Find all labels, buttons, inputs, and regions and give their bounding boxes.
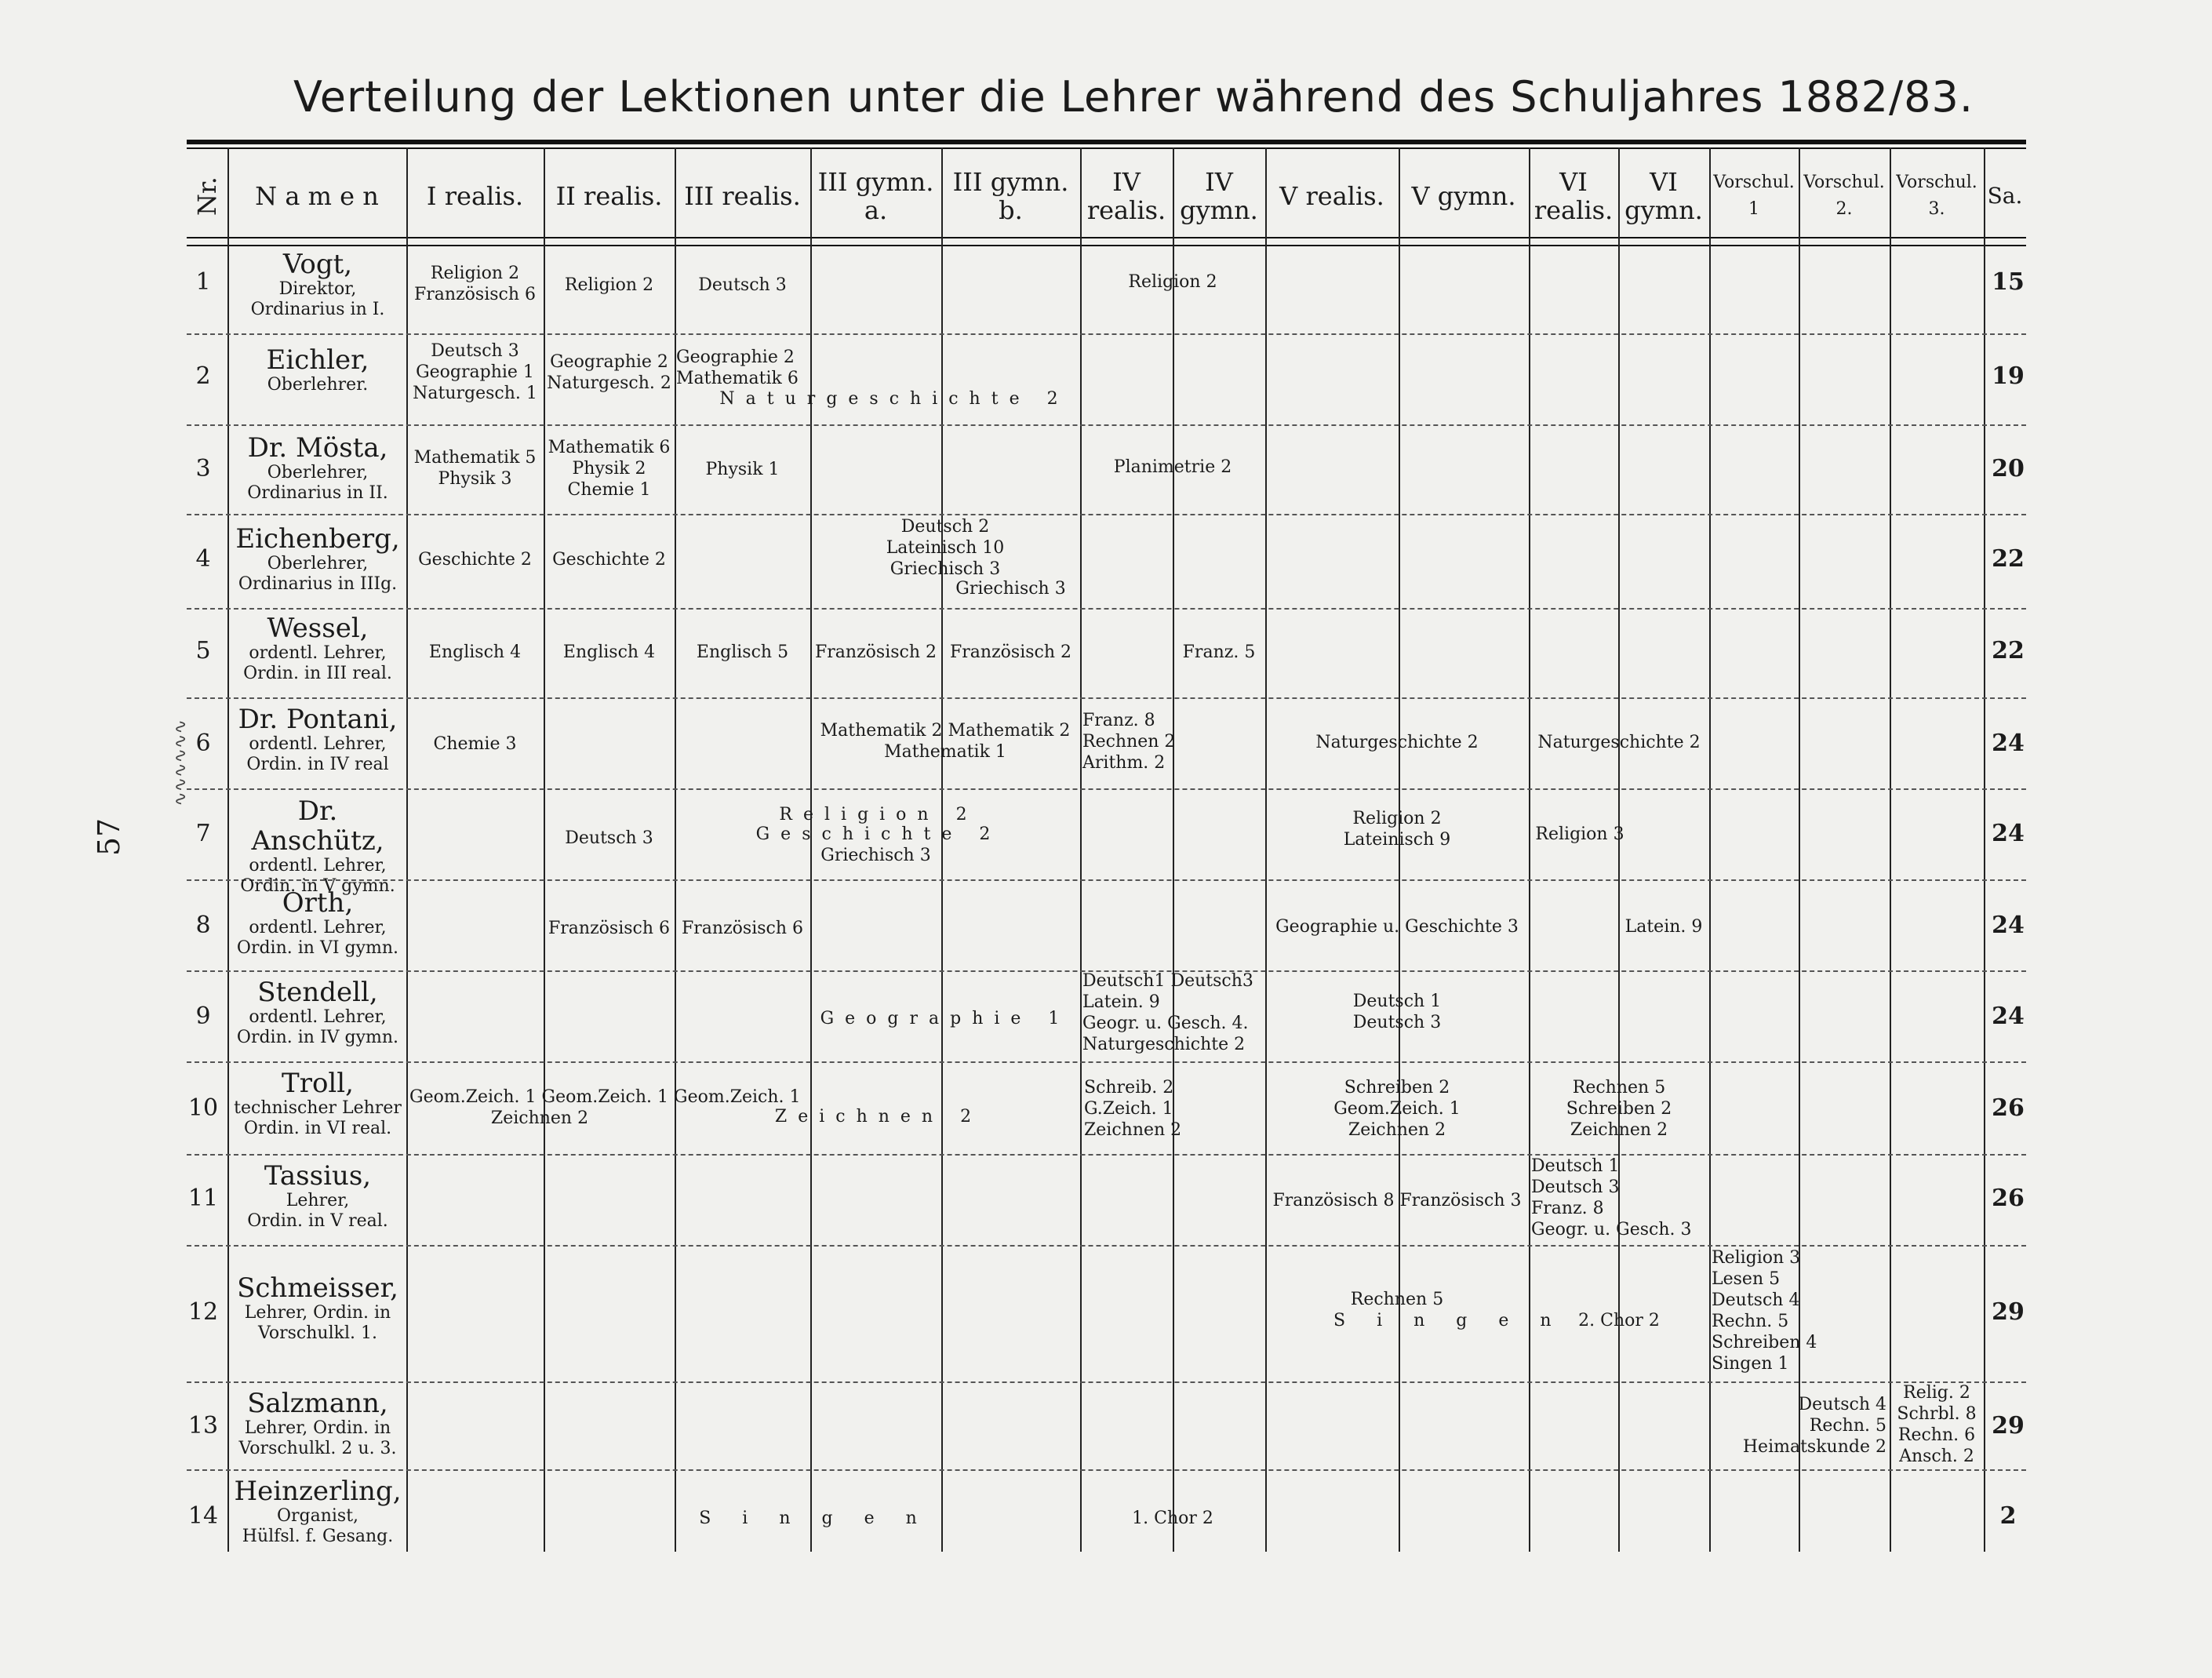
lesson-cell: Franz. 5	[1182, 642, 1256, 662]
lesson-cell: Französisch 2	[950, 642, 1071, 662]
teacher-name: Vogt,	[282, 249, 353, 280]
teacher-name: Orth,	[282, 887, 354, 919]
row-total: 2	[1999, 1502, 2017, 1530]
header-rule-2	[187, 245, 2026, 246]
header-rule	[187, 237, 2026, 238]
col-line	[1890, 147, 1891, 1552]
teacher-name: Dr. Mösta,	[247, 432, 388, 464]
teacher-role: Lehrer, Ordin. in Vorschulkl. 1.	[244, 1303, 391, 1343]
row-total: 29	[1992, 1298, 2025, 1326]
teacher-name-cell	[227, 345, 408, 395]
lesson-cell: Deutsch 2 Lateinisch 10 Griechisch 3	[886, 517, 1005, 579]
lesson-cell: Englisch 4	[562, 642, 656, 662]
lesson-cell: 2. Chor 2	[1578, 1311, 1660, 1330]
header-namen: N a m e n	[255, 181, 379, 211]
teacher-role: technischer Lehrer Ordin. in VI real.	[234, 1098, 402, 1138]
lesson-cell: Englisch 5	[696, 642, 789, 662]
row-total: 19	[1992, 362, 2025, 390]
teacher-name: Schmeisser,	[237, 1272, 398, 1304]
lesson-cell: Geschichte 2	[418, 550, 532, 570]
teacher-name: Wessel,	[267, 613, 369, 644]
header-iv-gymn: IV gymn.	[1180, 167, 1258, 225]
row-divider	[187, 424, 2026, 426]
row-number: 14	[187, 1502, 219, 1530]
row-total: 26	[1992, 1094, 2025, 1122]
header-iii-realis: III realis.	[684, 181, 801, 211]
header-i-realis: I realis.	[426, 181, 524, 211]
row-total: 24	[1992, 912, 2025, 939]
row-divider	[187, 879, 2026, 881]
header-iv-realis: IV realis.	[1086, 167, 1166, 225]
col-line	[1529, 147, 1530, 1552]
row-number: 13	[187, 1412, 219, 1440]
row-total: 24	[1992, 1003, 2025, 1030]
lesson-cell: Religion 3	[1535, 824, 1624, 844]
row-divider	[187, 1061, 2026, 1063]
col-line	[1709, 147, 1711, 1552]
teacher-name: Troll,	[282, 1068, 354, 1099]
teacher-name-cell	[227, 524, 408, 595]
lesson-cell: Englisch 4	[428, 642, 522, 662]
header-vi-realis: VI realis.	[1533, 167, 1614, 225]
teacher-name-cell	[227, 796, 408, 897]
lesson-cell: Latein. 9	[1624, 917, 1703, 937]
col-line	[1618, 147, 1620, 1552]
row-number: 2	[195, 362, 211, 390]
row-total: 22	[1992, 637, 2025, 664]
row-divider	[187, 1245, 2026, 1247]
lesson-cell: Deutsch 1 Deutsch 3 Franz. 8 Geogr. u. Gesch. 3	[1531, 1156, 1692, 1239]
row-divider	[187, 1469, 2026, 1471]
row-total: 24	[1992, 820, 2025, 847]
row-total: 22	[1992, 545, 2025, 573]
row-divider	[187, 1154, 2026, 1156]
teacher-name: Heinzerling,	[234, 1476, 402, 1507]
teacher-role: Direktor, Ordinarius in I.	[250, 279, 385, 319]
header-nr: Nr.	[192, 177, 222, 216]
lesson-cell: Geschichte 2	[552, 550, 666, 570]
teacher-name-cell	[227, 704, 408, 775]
lesson-cell: 1. Chor 2	[1132, 1509, 1213, 1528]
row-number: 9	[195, 1003, 211, 1030]
lesson-cell: Planimetrie 2	[1113, 457, 1232, 477]
lesson-cell: Deutsch 3	[698, 275, 787, 295]
top-rule-thin	[187, 147, 2026, 149]
header-vorschul-1: Vorschul. 1	[1713, 173, 1795, 219]
lesson-cell: Zeichnen 2	[490, 1108, 589, 1128]
lesson-cell: Religion 2	[779, 805, 978, 824]
lesson-cell: Französisch 6	[682, 919, 803, 938]
row-total: 24	[1992, 730, 2025, 757]
lesson-cell: Französisch 6	[548, 919, 670, 938]
row-number: 3	[195, 455, 211, 482]
lesson-cell: Griechisch 3	[820, 846, 931, 865]
lesson-cell: Religion 2 Französisch 6	[414, 264, 536, 304]
header-v-realis: V realis.	[1279, 181, 1384, 211]
header-iii-gymn-b: III gymn. b.	[952, 167, 1069, 225]
lesson-cell: Geschichte 2	[755, 824, 1002, 844]
lesson-cell: Deutsch 4 Rechn. 5 Heimatskunde 2	[1742, 1395, 1886, 1457]
lesson-cell: Chemie 3	[433, 734, 517, 754]
row-number: 12	[187, 1298, 219, 1326]
lesson-cell: Physik 1	[705, 460, 780, 479]
teacher-name-cell	[227, 249, 408, 320]
teacher-name: Stendell,	[257, 977, 378, 1008]
lesson-cell: Geographie 1	[820, 1009, 1071, 1028]
lesson-cell: Religion 2 Lateinisch 9	[1343, 809, 1451, 850]
teacher-role: Oberlehrer, Ordinarius in IIIg.	[238, 554, 398, 594]
teacher-role: Oberlehrer.	[267, 375, 369, 395]
header-vorschul-3: Vorschul. 3.	[1896, 173, 1977, 219]
header-sa: Sa.	[1987, 183, 2023, 209]
lesson-cell: Französisch 8 Französisch 3	[1272, 1191, 1522, 1210]
row-total: 20	[1992, 455, 2025, 482]
row-number: 10	[187, 1094, 219, 1122]
teacher-name: Salzmann,	[247, 1388, 388, 1419]
lesson-cell: Religion 2	[1128, 272, 1217, 292]
header-vorschul-2: Vorschul. 2.	[1803, 173, 1885, 219]
col-line	[941, 147, 943, 1552]
row-number: 6	[195, 730, 211, 757]
lesson-cell: Geographie u. Geschichte 3	[1275, 917, 1519, 937]
teacher-name: Eichler,	[266, 344, 369, 376]
header-v-gymn: V gymn.	[1411, 181, 1516, 211]
row-divider	[187, 788, 2026, 790]
row-divider	[187, 514, 2026, 515]
page-title: Verteilung der Lektionen unter die Lehrer während des Schuljahres 1882/83.	[293, 72, 1974, 122]
lesson-cell: Deutsch 1 Deutsch 3	[1352, 992, 1442, 1032]
row-total: 15	[1992, 268, 2025, 296]
row-number: 1	[195, 268, 211, 296]
header-vi-gymn: VI gymn.	[1624, 167, 1703, 225]
lesson-cell: Schreiben 2 Geom.Zeich. 1 Zeichnen 2	[1333, 1078, 1461, 1140]
teacher-role: ordentl. Lehrer, Ordin. in III real.	[243, 643, 392, 683]
teacher-name: Dr. Anschütz,	[251, 795, 384, 857]
top-rule	[187, 140, 2026, 144]
lesson-cell: Rechnen 5	[1350, 1290, 1444, 1309]
teacher-role: Lehrer, Ordin. in V real.	[247, 1191, 388, 1231]
teacher-name-cell	[227, 1389, 408, 1459]
teacher-name-cell	[227, 1476, 408, 1547]
teacher-role: ordentl. Lehrer, Ordin. in IV real	[246, 734, 389, 774]
row-divider	[187, 608, 2026, 610]
lesson-cell: Mathematik 2 Mathematik 2 Mathematik 1	[820, 721, 1071, 762]
lesson-cell: Naturgeschichte 2	[1537, 733, 1701, 752]
teacher-name-cell	[227, 1068, 408, 1139]
teacher-role: ordentl. Lehrer, Ordin. in IV gymn.	[236, 1007, 399, 1047]
lesson-cell: Geom.Zeich. 1 Geom.Zeich. 1 Geom.Zeich. 1	[409, 1087, 801, 1107]
teacher-name-cell	[227, 433, 408, 504]
lesson-cell: Französisch 2	[815, 642, 937, 662]
teacher-name-cell	[227, 1273, 408, 1344]
lesson-cell: Franz. 8 Rechnen 2 Arithm. 2	[1082, 711, 1176, 773]
teacher-name-cell	[227, 977, 408, 1048]
header-iii-gymn-a: III gymn. a.	[817, 167, 934, 225]
col-line	[1173, 147, 1174, 1552]
lesson-cell: Singen	[1333, 1311, 1583, 1330]
lesson-cell: Griechisch 3	[955, 579, 1066, 599]
lesson-cell: Geographie 2 Mathematik 6	[676, 348, 799, 388]
teacher-name: Dr. Pontani,	[238, 704, 398, 735]
row-number: 11	[187, 1185, 219, 1212]
col-line	[1080, 147, 1082, 1552]
row-divider	[187, 1381, 2026, 1383]
row-divider	[187, 333, 2026, 335]
teacher-name-cell	[227, 888, 408, 959]
lesson-cell: Naturgeschichte 2	[1315, 733, 1479, 752]
lesson-cell: Mathematik 6 Physik 2 Chemie 1	[548, 438, 671, 500]
lesson-cell: Rechnen 5 Schreiben 2 Zeichnen 2	[1566, 1078, 1672, 1140]
teacher-role: Lehrer, Ordin. in Vorschulkl. 2 u. 3.	[238, 1418, 397, 1458]
lesson-cell: Geographie 2 Naturgesch. 2	[547, 352, 671, 393]
lesson-cell: Religion 2	[564, 275, 654, 295]
header-ii-realis: II realis.	[555, 181, 663, 211]
row-number: 4	[195, 545, 211, 573]
lesson-cell: Deutsch 3	[565, 828, 653, 848]
lesson-cell: Deutsch1 Deutsch3 Latein. 9 Geogr. u. Gesch. 4. Naturgeschichte 2	[1082, 971, 1253, 1054]
lesson-cell: Relig. 2 Schrbl. 8 Rechn. 6 Ansch. 2	[1897, 1383, 1977, 1466]
teacher-name-cell	[227, 1161, 408, 1232]
row-total: 26	[1992, 1185, 2025, 1212]
lesson-cell: Mathematik 5 Physik 3	[413, 448, 537, 489]
lesson-cell: Deutsch 3 Geographie 1 Naturgesch. 1	[413, 341, 537, 403]
teacher-name: Eichenberg,	[235, 523, 400, 555]
col-line	[1984, 147, 1985, 1552]
teacher-role: Organist, Hülfsl. f. Gesang.	[242, 1506, 394, 1546]
lesson-cell: Religion 3 Lesen 5 Deutsch 4 Rechn. 5 Schreiben 4 Singen 1	[1712, 1248, 1817, 1374]
lesson-cell: Zeichnen 2	[774, 1107, 983, 1127]
lesson-cell: Schreib. 2 G.Zeich. 1 Zeichnen 2	[1084, 1078, 1182, 1140]
teacher-name: Tassius,	[264, 1160, 372, 1192]
lesson-cell: Naturgeschichte 2	[719, 389, 1069, 409]
margin-page-number: 57	[92, 817, 127, 857]
teacher-role: ordentl. Lehrer, Ordin. in V gymn.	[240, 856, 395, 896]
teacher-role: Oberlehrer, Ordinarius in II.	[247, 463, 388, 503]
row-number: 7	[195, 820, 211, 847]
row-divider	[187, 697, 2026, 699]
lesson-cell: Singen	[699, 1509, 948, 1528]
teacher-role: ordentl. Lehrer, Ordin. in VI gymn.	[236, 918, 399, 958]
row-total: 29	[1992, 1412, 2025, 1440]
row-number: 5	[195, 637, 211, 664]
row-number: 8	[195, 912, 211, 939]
teacher-name-cell	[227, 613, 408, 684]
margin-ornament: ∿∿∿∿∿∿	[170, 719, 191, 806]
